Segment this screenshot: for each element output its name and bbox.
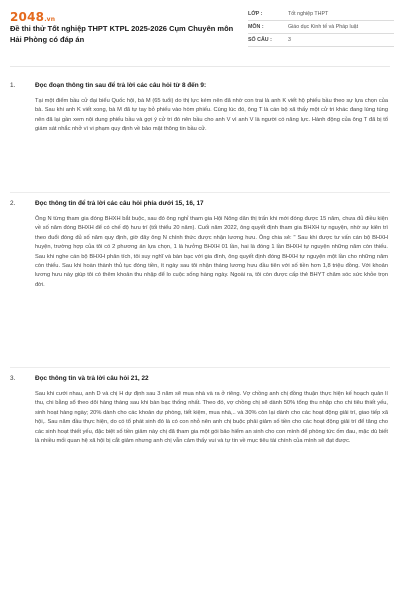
section-divider: [10, 367, 390, 368]
section-paragraph: Tại một điểm bầu cử đại biểu Quốc hội, bà M (65 tuổi) do thị lực kém nên đã nhờ con trai là anh K viết hộ phiếu bầu theo sự lựa chọn của bà. Sau khi anh K viết xong, bà M đã tự tay bỏ phiếu vào hòm phiếu. Cùng lúc đó, ông T là cán bộ xã thấy một cử tri khác đang lúng túng nên đã lại gần xem nội dung phiếu bầu và gợi ý cử tri đó nên bầu cho anh V vì anh V là người có năng lực. Hành động của ông T đã bị tổ giám sát nhắc nhở vì vi phạm quy định về bảo mật thông tin bầu cử.: [35, 98, 388, 133]
section-title: Đọc đoạn thông tin sau để trả lời các câu hỏi từ 8 đến 9:: [35, 82, 207, 89]
meta-row-class: [248, 8, 394, 21]
question-section: [10, 82, 388, 135]
header-divider: [10, 66, 390, 67]
question-section: [10, 200, 388, 290]
section-body: [10, 215, 388, 290]
meta-row-count: [248, 34, 394, 47]
page-header: [0, 0, 400, 64]
meta-value: Giáo dục Kinh tế và Pháp luật: [288, 24, 359, 30]
meta-label: LỚP :: [248, 11, 263, 17]
meta-label: SỐ CÂU :: [248, 37, 272, 43]
meta-table: [248, 8, 394, 47]
section-body: [10, 390, 388, 446]
meta-value: Tốt nghiệp THPT: [288, 11, 329, 17]
section-title: Đọc thông tin để trả lời các câu hỏi phía dưới 15, 16, 17: [35, 200, 204, 207]
section-heading: [10, 200, 388, 207]
logo-tld: .vn: [44, 16, 56, 23]
question-section: [10, 375, 388, 446]
section-paragraph: Sau khi cưới nhau, anh D và chị H dự định sau 3 năm sẽ mua nhà và ra ở riêng. Vợ chồng anh chị đồng thuận thực hiện kế hoạch quản lí thu, chi bằng sổ theo dõi hàng tháng sau khi bàn bạc thống nhất. Theo đó, vợ chồng chị sẽ dành 50% tổng thu nhập cho chi tiêu thiết yếu, sinh hoạt hàng ngày; 20% dành cho các khoản dự phòng, tiết kiệm, mua nhà,.. và 30% còn lại dành cho các hoạt động giải trí, giao tiếp xã hội,. Sau năm đầu thực hiện, do có tổ phát sinh đó là có con nhỏ nên anh chị buộc phải giảm số tiền cho các hoạt động giải trí để tăng cho các sinh hoạt thiết yếu, đặc biệt số tiền giảm này chị đã tham gia một gói bảo hiểm an sinh cho con mình để phòng tức ốm đau, mặc dù biết là nhiều mối quan hệ xã hội bị cắt giảm nhưng anh chị vẫn cảm thấy vui và tự tin về mục tiêu tài chính của mình sẽ đạt được.: [35, 391, 388, 445]
section-title: Đọc thông tin và trả lời câu hỏi 21, 22: [35, 375, 149, 382]
section-paragraph: Ông N từng tham gia đóng BHXH bắt buộc, sau đó ông nghỉ tham gia Hội Nông dân thị trấn khi mới đóng được 15 năm, chưa đủ điều kiện về số năm đóng BHXH để có chế độ hưu trí (tối thiểu 20 năm). Cuối năm 2022, ông quyết định tham gia BHXH tự nguyện, nhờ sự kiên trì theo đuổi đóng đủ số năm quy định, giờ đây ông N chính thức được nhận lương hưu. Ông chia sẻ: " Sau khi được tư vấn cán bộ BHXH huyện, trường hợp của tôi có 2 phương án lựa chọn, 1 là hưởng BHXH 01 lần, hai là đóng 1 lần BHXH tự nguyện những năm còn thiếu. Sau khi nghe cán bộ BHXH phân tích, tôi suy nghĩ và bàn bạc với gia đình, ông quyết định đóng BHXH tự nguyện một lần cho những năm còn thiếu. Sau khi hoàn thành thủ tục đóng tiền, ít ngày sau tôi nhận tháng lương hưu đầu tiên với số tiền hơn 1,8 triệu đồng. Với khoản lương hưu này giúp tôi có thêm khoản thu nhập để lo cuộc sống hàng ngày. Ngoài ra, tôi còn được cấp thẻ BHYT chăm sóc sức khỏe trọn đời.: [35, 216, 388, 288]
meta-row-subject: [248, 21, 394, 34]
meta-value: 3: [288, 37, 291, 43]
site-logo[interactable]: [10, 10, 55, 24]
section-number: 1.: [10, 82, 16, 89]
logo-main: 2048: [10, 10, 45, 24]
section-heading: [10, 375, 388, 382]
section-heading: [10, 82, 388, 89]
section-body: [10, 97, 388, 135]
section-divider: [10, 192, 390, 193]
section-number: 3.: [10, 375, 16, 382]
document-title: Đề thi thử Tốt nghiệp THPT KTPL 2025-2026 Cụm Chuyên môn Hải Phòng có đáp án: [10, 24, 234, 44]
meta-label: MÔN :: [248, 24, 264, 30]
section-number: 2.: [10, 200, 16, 207]
